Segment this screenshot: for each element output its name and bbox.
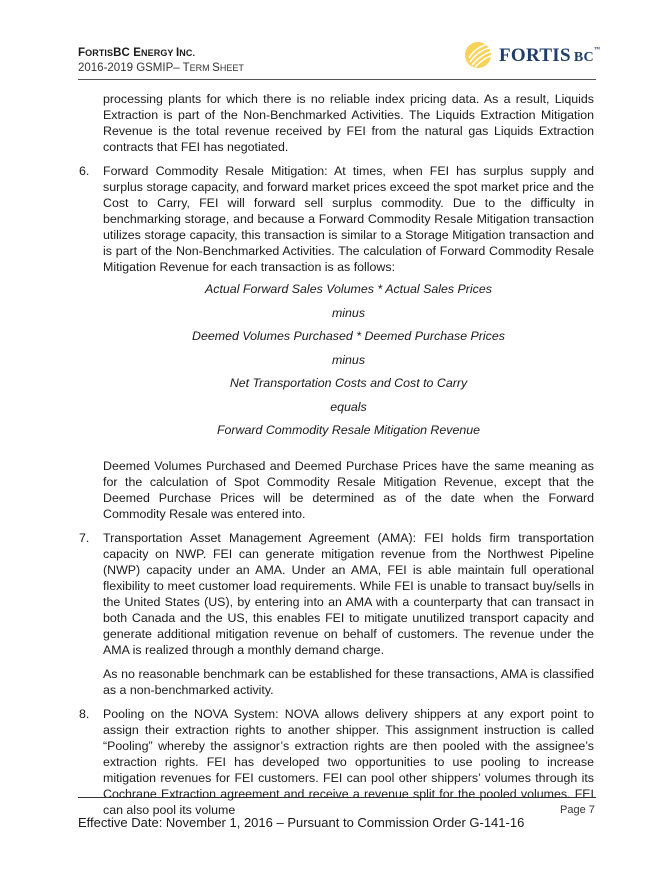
list-item-8 — [79, 706, 594, 818]
revenue-formula — [103, 281, 594, 446]
trademark-symbol: ™ — [593, 47, 601, 53]
document-subtitle — [78, 62, 244, 74]
intro-paragraph: processing plants for which there is no reliable index pricing data. As a result, Liquids Extraction is part of the Non-Benchmarked Activities. The Liquids Extraction Mitigation Revenue is the total revenue received by FEI from the natural gas Liquids Extraction contracts that FEI has negotiated. — [103, 92, 594, 154]
fortisbc-logo — [463, 38, 599, 72]
formula-line: Deemed Volumes Purchased * Deemed Purchase Prices — [192, 329, 505, 343]
logo-suffix: BC — [573, 50, 594, 65]
effective-date: Effective Date: November 1, 2016 – Pursuant to Commission Order G-141-16 — [78, 815, 525, 830]
formula-operator: minus — [331, 352, 366, 367]
footer-divider — [78, 797, 596, 798]
subtitle-part: S — [212, 62, 220, 74]
company-name-part: BC — [113, 47, 134, 59]
fortis-sun-swoosh-icon — [463, 38, 495, 70]
subtitle-part: ERM — [189, 63, 213, 73]
item-text: Transportation Asset Management Agreement (AMA): FEI holds firm transportation capacity on NWP. FEI can generate mitigation revenue from the Northwest Pipeline (NWP) capacity under an AMA. Under an AMA, FEI is able maintain full operational flexibility to meet customer load requirements. While FEI is unable to transact buy/sells in the United States (US), by entering into an AMA with a counterparty that can transact in both Canada and the US, this enables FEI to mitigate unutilized transport capacity and generate additional mitigation revenue on behalf of customers. The revenue under the AMA is realized through a monthly demand charge. — [103, 530, 594, 657]
company-name-part: F — [78, 47, 86, 59]
item-number: 6. — [79, 164, 90, 178]
item-number: 7. — [79, 530, 90, 545]
formula-operator: minus — [331, 305, 366, 320]
formula-result: Forward Commodity Resale Mitigation Revenue — [216, 423, 481, 437]
company-name — [78, 47, 195, 59]
page-number: Page 7 — [560, 804, 595, 816]
item-text: Forward Commodity Resale Mitigation: At times, when FEI has surplus supply and surplus storage capacity, and forward market prices exceed the spot market price and the Cost to Carry, FEI will forward sell surplus commodity. Due to the difficulty in benchmarking storage, and because a Forward Commodity Resale Mitigation transaction utilizes storage capacity, this transaction is similar to a Storage Mitigation transaction and is part of the Non-Benchmarked Activities. The calculation of Forward Commodity Resale Mitigation Revenue for each transaction is as follows: — [103, 164, 594, 274]
list-item-6 — [79, 163, 594, 522]
subtitle-part: T — [182, 62, 190, 74]
logo-text: FORTIS — [499, 45, 571, 66]
subtitle-part: 2016-2019 GSMIP– — [78, 62, 183, 74]
item-followup: Deemed Volumes Purchased and Deemed Purchase Prices have the same meaning as for the calculation of Spot Commodity Resale Mitigation Revenue, except that the Deemed Purchase Prices will be determined as of the date when the Forward Commodity Resale was entered into. — [103, 458, 594, 521]
company-name-part: E — [133, 47, 142, 59]
formula-line: Net Transportation Costs and Cost to Carry — [229, 376, 468, 390]
company-name-part: ORTIS — [85, 48, 114, 58]
item-followup: As no reasonable benchmark can be established for these transactions, AMA is classified as a non-benchmarked activity. — [103, 666, 594, 697]
company-name-part: NERGY — [141, 48, 176, 58]
logo-wordmark — [499, 45, 600, 67]
list-item-7 — [79, 530, 594, 698]
company-name-part: I — [175, 47, 180, 59]
subtitle-part: HEET — [219, 63, 244, 73]
item-text: Pooling on the NOVA System: NOVA allows delivery shippers at any export point to assign their extraction rights to another shipper. This assignment instruction is called “Pooling” whereby the assignor’s extraction rights are then pooled with the assignee’s extraction rights. FEI has developed two opportunities to use pooling to increase mitigation revenues for FEI customers. FEI can pool other shippers’ volumes through its Cochrane Extraction agreement and receive a revenue split for the pooled volumes. FEI can also pool its volume — [103, 706, 594, 817]
company-name-part: NC. — [179, 48, 196, 58]
formula-operator: equals — [330, 399, 367, 414]
document-body — [79, 91, 594, 826]
item-number: 8. — [79, 706, 90, 721]
formula-line: Actual Forward Sales Volumes * Actual Sales Prices — [205, 282, 492, 296]
